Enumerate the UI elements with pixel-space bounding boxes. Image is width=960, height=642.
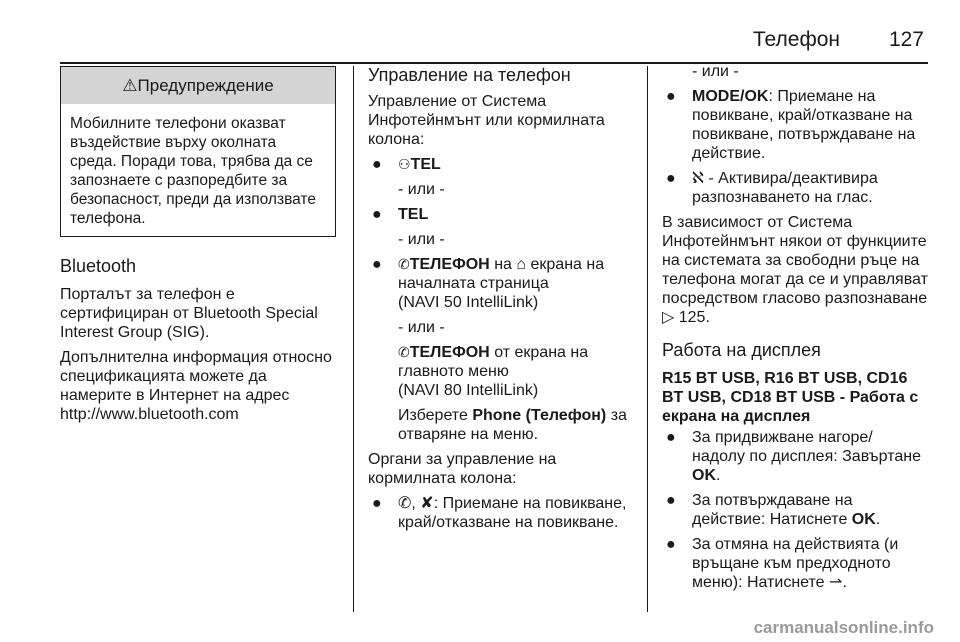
watermark: carmanualsonline.info xyxy=(753,618,934,637)
phone-icon: ✆ xyxy=(398,256,410,272)
call-buttons-icons: ✆, ✘ xyxy=(398,495,434,512)
steering-button-icon: ⚇ xyxy=(398,156,411,172)
home-icon: ⌂ xyxy=(516,256,527,273)
inline-text: : Приемане на повикване, край/отказване на повикване. xyxy=(398,495,627,531)
page-header xyxy=(60,22,928,64)
column-left xyxy=(60,66,338,430)
or-text: - или - xyxy=(398,231,445,248)
column-divider xyxy=(647,66,648,612)
warning-header xyxy=(61,67,335,104)
warning-text: Мобилните телефони оказват въздействие върху околната среда. Поради това, трябва да се запознаете с разпоредбите за безопасност, преди да използвате телефона. xyxy=(70,115,316,227)
inline-text: : Приемане на повикване, край/отказване на повикване, потвърждаване на действие. xyxy=(692,88,916,162)
phone-icon: ✆ xyxy=(398,344,410,360)
list-item-continued xyxy=(368,343,634,400)
intro-paragraph: Управление от Система Инфотейнмънт или кормилната колона: xyxy=(368,93,605,148)
section-heading-phone-control: Управление на телефон xyxy=(368,65,571,85)
phone-menu-label: Phone (Телефон) xyxy=(472,407,607,424)
list-item: ● MODE/OK: Приемане на повикване, край/отказване на повикване, потвърждаване на действие. xyxy=(666,88,916,162)
inline-text: Изберете xyxy=(398,407,468,424)
ok-label: OK xyxy=(851,511,876,528)
model-note: (NAVI 50 IntelliLink) xyxy=(398,294,539,311)
warning-box xyxy=(60,66,336,237)
list-item: ● TEL xyxy=(372,206,429,223)
list-item: ● За потвърждаване на действие: Натиснете OK. xyxy=(666,492,881,528)
inline-text: за отваряне на меню. xyxy=(398,407,627,443)
phone-label: ТЕЛЕФОН xyxy=(409,256,490,273)
bluetooth-info-paragraph: Допълнителна информация относно спецификацията можете да намерите в Интернет на адрес http://www.bluetooth.com xyxy=(60,349,332,423)
steering-intro: Органи за управление на кормилната колона: xyxy=(368,451,557,487)
column-divider xyxy=(353,66,354,612)
back-icon: ⇀ xyxy=(829,574,843,591)
inline-text: екрана на началната страница xyxy=(398,256,605,292)
page-number: 127 xyxy=(888,28,924,51)
model-note: (NAVI 80 IntelliLink) xyxy=(398,382,539,399)
or-text: - или - xyxy=(398,319,445,336)
ok-label: OK xyxy=(692,467,716,484)
inline-text: За придвижване нагоре/ надолу по дисплея: Завъртане xyxy=(692,429,921,465)
list-item: ● ✆ТЕЛЕФОН на ⌂ екрана на началната страница (NAVI 50 IntelliLink) xyxy=(372,256,605,311)
inline-text: на xyxy=(494,256,512,273)
dependency-paragraph xyxy=(662,213,930,327)
list-item: ● ✆, ✘: Приемане на повикване, край/отказване на повикване. xyxy=(372,495,627,531)
column-right xyxy=(662,62,930,598)
select-instruction xyxy=(368,406,634,444)
phone-label: ТЕЛЕФОН xyxy=(409,344,490,361)
bluetooth-paragraph: Порталът за телефон е сертифициран от Bluetooth Special Interest Group (SIG). xyxy=(60,286,318,341)
inline-text: За потвърждаване на действие: Натиснете xyxy=(692,492,853,528)
bluetooth-heading: Bluetooth xyxy=(60,256,137,276)
warning-title: Предупреждение xyxy=(137,76,274,95)
list-item: ● ℵ - Активира/деактивира разпознаването на глас. xyxy=(666,170,878,206)
page-title: Телефон xyxy=(752,28,840,51)
page-reference: ▷ 125. xyxy=(662,309,710,326)
models-heading: R15 BT USB, R16 BT USB, CD16 BT USB, CD18 BT USB - Работа с екрана на дисплея xyxy=(662,370,919,425)
column-middle xyxy=(368,62,634,538)
inline-text: от екрана на главното меню xyxy=(398,344,589,380)
tel-label: TEL xyxy=(398,206,429,223)
inline-text: В зависимост от Система Инфотейнмънт някои от функциите на системата за свободни ръце на телефона могат да се и управляват посредством гласово разпознаване xyxy=(662,214,928,307)
or-text: - или - xyxy=(692,63,739,80)
warning-icon: ⚠ xyxy=(122,76,138,95)
section-heading-display: Работа на дисплея xyxy=(662,340,821,360)
inline-text: - Активира/деактивира разпознаването на глас. xyxy=(692,170,878,206)
or-text: - или - xyxy=(398,181,445,198)
inline-text: За отмяна на действията (и връщане към предходното меню): Натиснете xyxy=(692,536,899,591)
list-item: ● За отмяна на действията (и връщане към предходното меню): Натиснете ⇀. xyxy=(666,536,899,591)
mode-ok-label: MODE/OK xyxy=(692,88,769,105)
voice-icon: ℵ xyxy=(692,170,704,187)
list-item: ● За придвижване нагоре/ надолу по дисплея: Завъртане OK. xyxy=(666,429,921,484)
tel-label: TEL xyxy=(410,156,441,173)
list-item: ● ⚇TEL xyxy=(372,156,441,173)
